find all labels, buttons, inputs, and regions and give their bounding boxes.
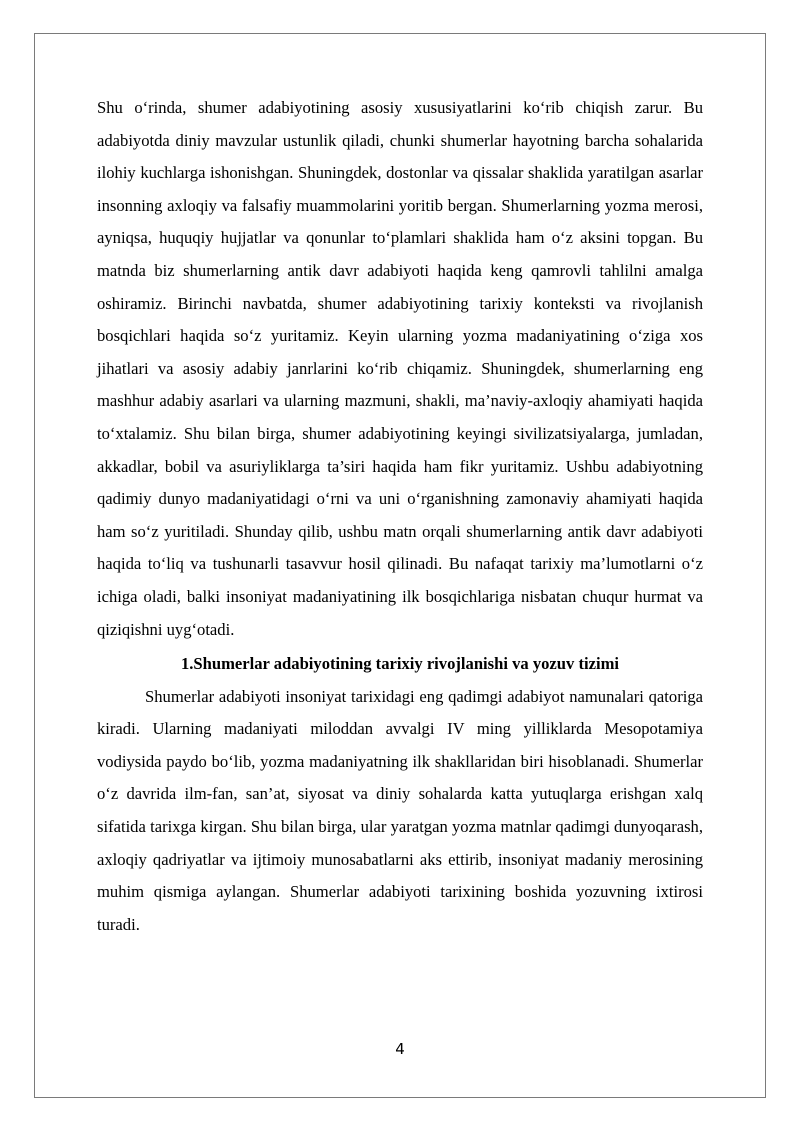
body-paragraph-section-1: Shumerlar adabiyoti insoniyat tarixidagi eng qadimgi adabiyot namunalari qatoriga kiradi. Ularning madaniyati miloddan avvalgi IV ming yilliklarda Mesopotamiya vodiysida paydo bo‘lib, yozma madaniyatning ilk shakllaridan biri hisoblanadi. Shumerlar o‘z davrida ilm-fan, san’at, siyosat va diniy sohalarda katta yutuqlarga erishgan xalq sifatida tarixga kirgan. Shu bilan birga, ular yaratgan yozma matnlar qadimgi dunyoqarash, axloqiy qadriyatlar va ijtimoiy munosabatlarni aks ettirib, insoniyat madaniy merosining muhim qismiga aylangan. Shumerlar adabiyoti tarixining boshida yozuvning ixtirosi turadi. (97, 686, 703, 934)
page-content (97, 92, 703, 941)
section-heading: 1.Shumerlar adabiyotining tarixiy rivojlanishi va yozuv tizimi (180, 654, 620, 674)
body-paragraph-intro: Shu o‘rinda, shumer adabiyotining asosiy xususiyatlarini ko‘rib chiqish zarur. Bu adabiyotda diniy mavzular ustunlik qiladi, chunki shumerlar hayotning barcha sohalarida ilohiy kuchlarga ishonishgan. Shuningdek, dostonlar va qissalar shaklida yaratilgan asarlar insonning axloqiy va falsafiy muammolarini yoritib bergan. Shumerlarning yozma merosi, ayniqsa, huquqiy hujjatlar va qonunlar to‘plamlari shaklida ham o‘z aksini topgan. Bu matnda biz shumerlarning antik davr adabiyoti haqida keng qamrovli tahlilni amalga oshiramiz. Birinchi navbatda, shumer adabiyotining tarixiy konteksti va rivojlanish bosqichlari haqida so‘z yuritamiz. Keyin ularning yozma madaniyatining o‘ziga xos jihatlari va asosiy adabiy janrlarini ko‘rib chiqamiz. Shuningdek, shumerlarning eng mashhur adabiy asarlari va ularning mazmuni, shakli, ma’naviy-axloqiy ahamiyati haqida to‘xtalamiz. Shu bilan birga, shumer adabiyotining keyingi sivilizatsiyalarga, jumladan, akkadlar, bobil va asuriyliklarga ta’siri haqida ham fikr yuritamiz. Ushbu adabiyotning qadimiy dunyo madaniyatidagi o‘rni va uni o‘rganishning zamonaviy ahamiyati haqida ham so‘z yuritiladi. Shunday qilib, ushbu matn orqali shumerlarning antik davr adabiyoti haqida to‘liq va tushunarli tasavvur hosil qilinadi. Bu nafaqat tarixiy ma’lumotlarni o‘z ichiga oladi, balki insoniyat madaniyatining ilk bosqichlariga nisbatan chuqur hurmat va qiziqishni uyg‘otadi. (97, 98, 703, 639)
page-number: 4 (395, 1040, 405, 1058)
